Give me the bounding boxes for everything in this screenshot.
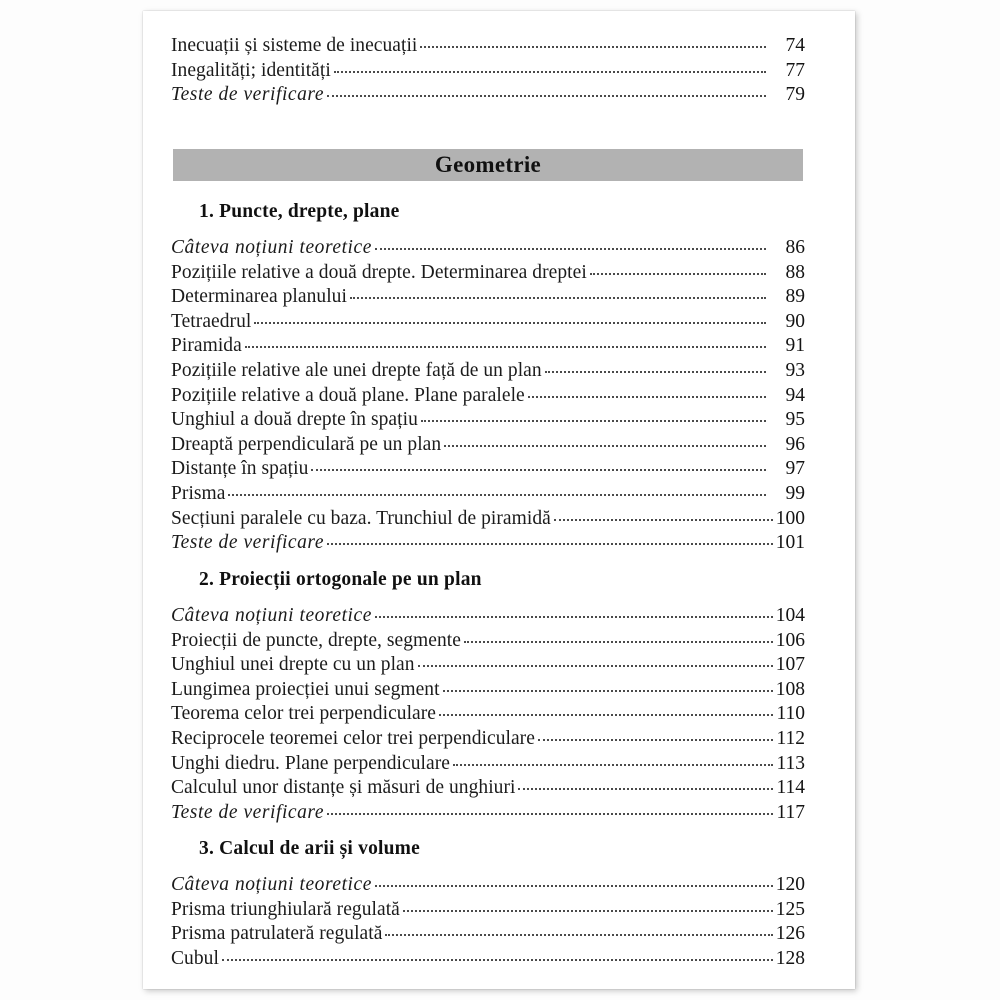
toc-leader-dots [254,322,766,324]
toc-list-chapter-1 [171,237,805,557]
toc-leader-dots [375,616,773,618]
toc-leader-dots [443,690,773,692]
toc-leader-dots [518,788,773,790]
toc-entry-title: Reciprocele teoremei celor trei perpendiculare [171,727,535,749]
toc-leader-dots [421,420,766,422]
toc-entry[interactable] [171,311,805,336]
toc-entry-title: Pozițiile relative ale unei drepte față de un plan [171,359,542,381]
toc-entry[interactable] [171,35,805,60]
toc-entry-page-number: 126 [775,923,805,945]
toc-entry-page-number: 89 [785,286,805,308]
toc-entry[interactable] [171,409,805,434]
toc-entry[interactable] [171,385,805,410]
toc-entry-title: Teorema celor trei perpendiculare [171,703,437,725]
toc-entry-page-number: 94 [785,384,805,406]
toc-entry[interactable] [171,703,805,728]
toc-entry-title: Dreaptă perpendiculară pe un plan [171,433,442,455]
toc-entry-page-number: 107 [775,654,805,676]
toc-entry-title: Câteva noțiuni teoretice [171,605,372,626]
toc-leader-dots [453,764,773,766]
chapter-block-3 [171,838,805,972]
toc-entry[interactable] [171,458,805,483]
toc-leader-dots [222,959,773,961]
toc-entry-page-number: 91 [785,335,805,357]
toc-leader-dots [327,95,766,97]
toc-entry-page-number: 74 [785,35,805,56]
toc-entry[interactable] [171,777,805,802]
toc-entry-title: Unghiul a două drepte în spațiu [171,409,418,431]
toc-leader-dots [554,519,773,521]
toc-entry[interactable] [171,753,805,778]
toc-entry-page-number: 113 [776,752,805,774]
toc-entry-title: Tetraedrul [171,310,252,332]
toc-leader-dots [439,714,773,716]
toc-entry-page-number: 125 [775,898,805,920]
toc-list-continuation [171,35,805,109]
toc-entry-title: Inecuații și sisteme de inecuații [171,35,418,56]
toc-entry-title: Determinarea planului [171,286,347,308]
toc-leader-dots [385,934,773,936]
toc-entry[interactable] [171,630,805,655]
toc-entry-title: Teste de verificare [171,84,325,106]
toc-entry-page-number: 99 [785,482,805,504]
toc-leader-dots [444,445,766,447]
toc-entry-page-number: 77 [785,59,805,81]
toc-entry[interactable] [171,899,805,924]
toc-leader-dots [375,885,773,887]
toc-entry[interactable] [171,948,805,973]
toc-entry-title: Pozițiile relative a două drepte. Determinarea dreptei [171,261,587,283]
toc-entry-page-number: 104 [775,605,805,626]
toc-leader-dots [420,46,766,48]
toc-entry[interactable] [171,237,805,262]
toc-entry-page-number: 97 [785,458,805,480]
toc-entry-title: Prisma triunghiulară regulată [171,898,400,920]
toc-entry-page-number: 117 [776,801,805,823]
toc-entry[interactable] [171,605,805,630]
toc-entry[interactable] [171,679,805,704]
book-page-sheet [143,11,855,989]
section-banner-geometrie [173,149,803,181]
toc-entry[interactable] [171,84,805,109]
toc-entry-page-number: 114 [776,777,805,799]
toc-entry[interactable] [171,532,805,557]
toc-entry[interactable] [171,360,805,385]
toc-leader-dots [528,396,766,398]
toc-entry-title: Unghi diedru. Plane perpendiculare [171,752,450,774]
toc-entry-page-number: 86 [785,237,805,258]
toc-entry[interactable] [171,483,805,508]
toc-entry-page-number: 90 [785,310,805,332]
toc-entry-title: Teste de verificare [171,532,325,554]
toc-leader-dots [403,910,773,912]
toc-entry-page-number: 79 [785,84,805,106]
toc-leader-dots [327,543,773,545]
toc-entry-title: Lungimea proiecției unui segment [171,678,440,700]
toc-entry-title: Câteva noțiuni teoretice [171,874,372,895]
toc-leader-dots [545,371,766,373]
toc-leader-dots [590,273,766,275]
toc-entry-title: Pozițiile relative a două plane. Plane paralele [171,384,525,406]
toc-entry[interactable] [171,802,805,827]
toc-entry-page-number: 112 [776,727,805,749]
section-banner-label: Geometrie [434,152,542,177]
toc-entry-page-number: 95 [785,409,805,431]
toc-entry-page-number: 100 [775,507,805,529]
toc-entry-page-number: 120 [775,874,805,895]
toc-leader-dots [350,297,766,299]
toc-entry-title: Unghiul unei drepte cu un plan [171,654,415,676]
toc-entry-title: Piramida [171,335,242,357]
toc-entry-title: Teste de verificare [171,801,325,823]
toc-entry-title: Secțiuni paralele cu baza. Trunchiul de piramidă [171,507,551,529]
toc-entry-title: Proiecții de puncte, drepte, segmente [171,629,461,651]
toc-entry[interactable] [171,262,805,287]
toc-leader-dots [375,248,766,250]
toc-entry[interactable] [171,60,805,85]
toc-entry-page-number: 128 [775,947,805,969]
toc-entry[interactable] [171,923,805,948]
toc-leader-dots [464,641,773,643]
chapter-heading-2: 2. Proiecții ortogonale pe un plan [199,569,482,590]
toc-entry-page-number: 110 [776,703,805,725]
toc-entry-title: Calculul unor distanțe și măsuri de unghiuri [171,777,516,799]
toc-entry-title: Prisma [171,482,226,504]
toc-entry-title: Câteva noțiuni teoretice [171,237,372,258]
toc-entry[interactable] [171,335,805,360]
table-of-contents [143,11,855,989]
toc-entry[interactable] [171,434,805,459]
toc-leader-dots [538,739,773,741]
toc-list-chapter-2 [171,605,805,826]
toc-leader-dots [327,813,773,815]
toc-entry-page-number: 88 [785,261,805,283]
toc-entry-page-number: 106 [775,629,805,651]
toc-entry-title: Prisma patrulateră regulată [171,923,383,945]
toc-leader-dots [334,71,766,73]
chapter-block-1 [171,201,805,557]
toc-entry[interactable] [171,508,805,533]
chapter-heading-1: 1. Puncte, drepte, plane [199,201,400,222]
toc-entry[interactable] [171,874,805,899]
toc-entry-page-number: 108 [775,678,805,700]
toc-entry-page-number: 101 [775,532,805,554]
toc-leader-dots [418,665,773,667]
toc-entry[interactable] [171,728,805,753]
toc-continuation-block [171,35,805,109]
toc-entry-title: Cubul [171,947,219,969]
toc-entry[interactable] [171,654,805,679]
toc-leader-dots [245,346,766,348]
toc-entry-page-number: 96 [785,433,805,455]
chapter-heading-3: 3. Calcul de arii și volume [199,838,420,859]
toc-leader-dots [228,494,766,496]
toc-list-chapter-3 [171,874,805,972]
toc-entry-title: Inegalități; identități [171,59,331,81]
toc-entry[interactable] [171,286,805,311]
toc-entry-title: Distanțe în spațiu [171,458,309,480]
toc-leader-dots [311,469,766,471]
chapter-block-2 [171,569,805,826]
toc-entry-page-number: 93 [785,359,805,381]
